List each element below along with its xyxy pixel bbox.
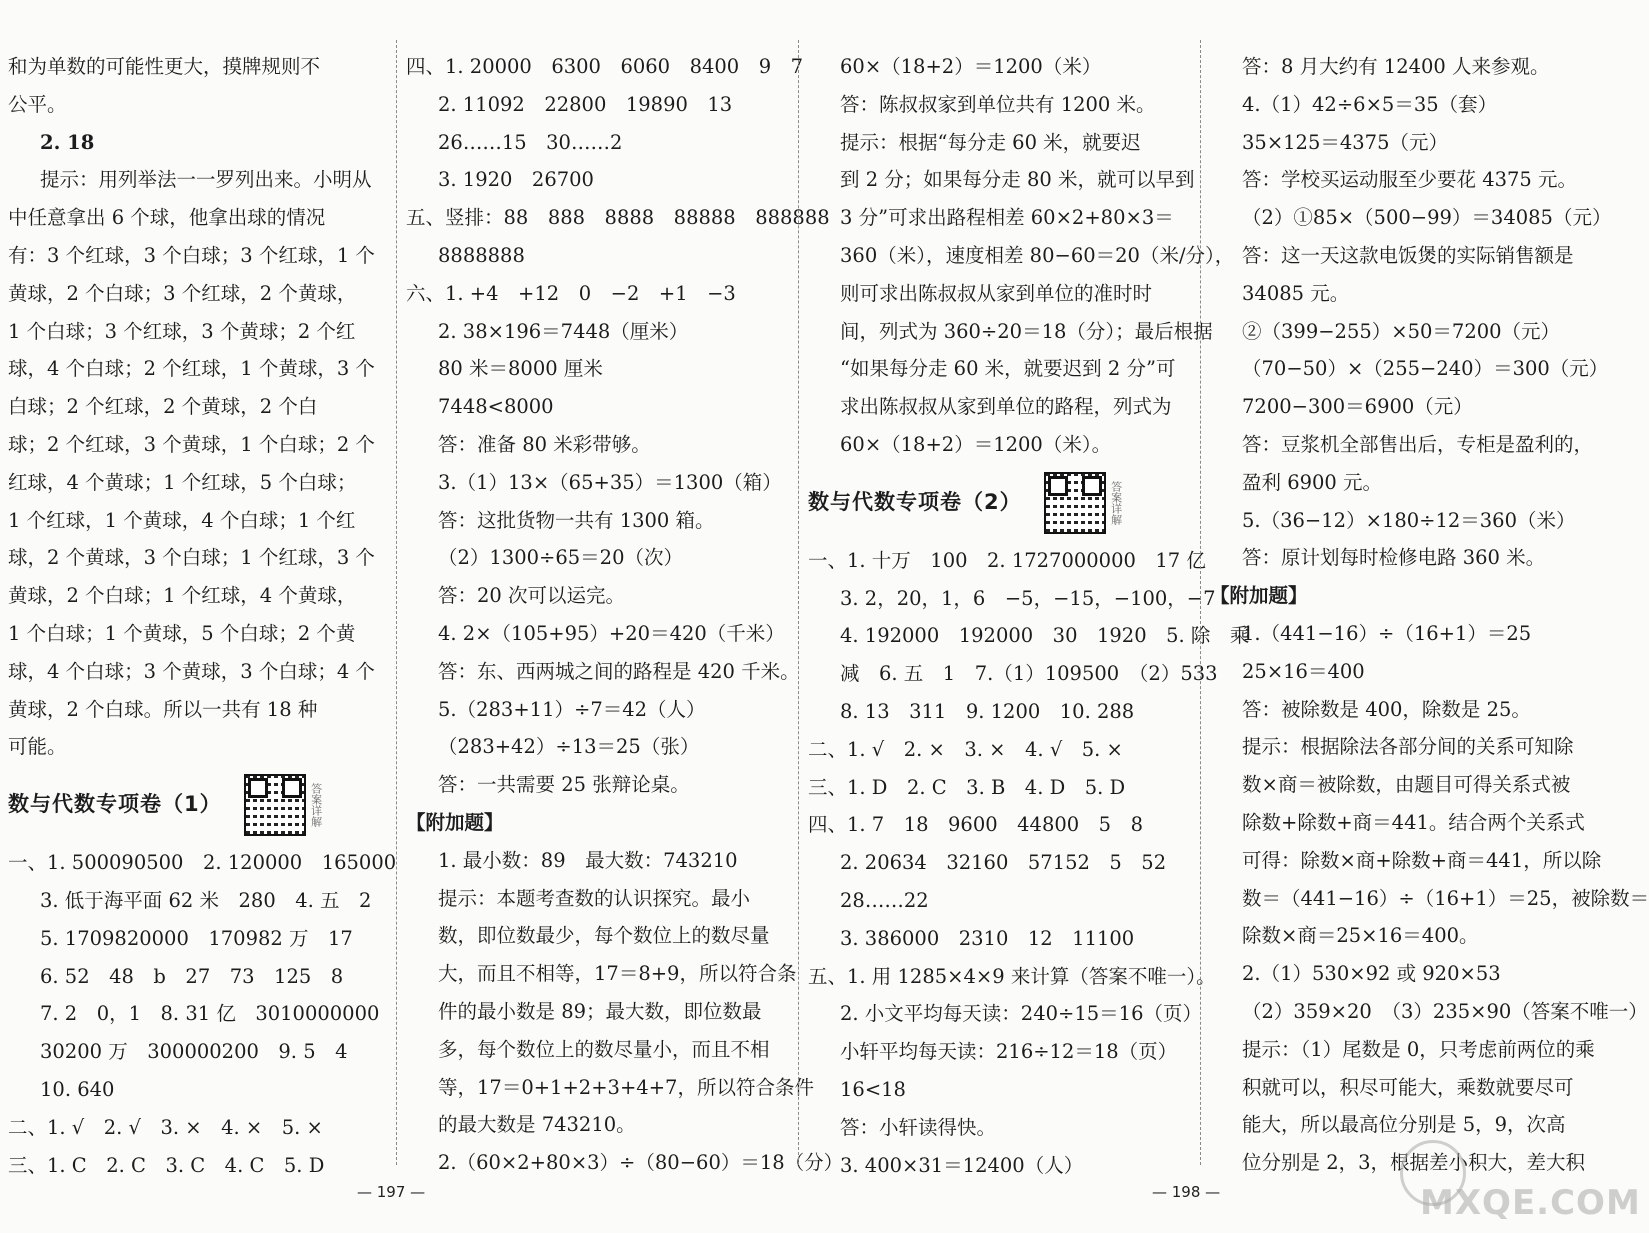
text-line: （70−50）×（255−240）＝300（元） [1242, 357, 1609, 381]
text-line: 3. 400×31＝12400（人） [840, 1153, 1084, 1177]
column-divider [1200, 40, 1201, 1165]
text-line: 35×125＝4375（元） [1242, 130, 1448, 154]
column-divider [396, 40, 397, 1165]
column-2 [406, 48, 844, 1175]
text-line: 【附加题】 [1210, 584, 1308, 608]
text-line: 答：陈叔叔家到单位共有 1200 米。 [840, 92, 1156, 116]
text-line: 8888888 [438, 243, 525, 267]
section-heading [808, 464, 1192, 542]
text-line: 答：8 月大约有 12400 人来参观。 [1242, 55, 1550, 78]
text-line: 6. 52 48 b 27 73 125 8 [40, 964, 344, 988]
column-3 [808, 48, 1250, 1177]
qr-label: 答案详解 [309, 783, 323, 828]
text-line: 1.（441−16）÷（16+1）＝25 [1242, 621, 1532, 645]
text-line: 四、1. 7 18 9600 44800 5 8 [808, 813, 1143, 837]
text-line: 5. 1709820000 170982 万 17 [40, 926, 353, 950]
text-line: 大，而且不相等，17＝8+9，所以符合条 [438, 962, 797, 986]
text-line: 六、1. +4 +12 0 −2 +1 −3 [406, 281, 736, 305]
text-line: 1. 最小数：89 最大数：743210 [438, 848, 738, 872]
text-line: 34085 元。 [1242, 281, 1350, 305]
text-line: 7. 2 0，1 8. 31 亿 3010000000 [40, 1002, 380, 1026]
text-line: 二、1. √ 2. × 3. × 4. √ 5. × [808, 737, 1123, 761]
page-number-right: — 198 — [1152, 1183, 1221, 1201]
text-line: 和为单数的可能性更大，摸牌规则不 [8, 55, 321, 78]
text-line: 答：学校买运动服至少要花 4375 元。 [1242, 168, 1578, 192]
text-line: 三、1. C 2. C 3. C 4. C 5. D [8, 1153, 325, 1177]
text-line: 答：20 次可以运完。 [438, 584, 626, 608]
text-line: 一、1. 十万 100 2. 1727000000 17 亿 [808, 548, 1206, 572]
text-line: 黄球，2 个白球；3 个红球，2 个黄球， [8, 281, 357, 305]
text-line: 答：准备 80 米彩带够。 [438, 432, 651, 456]
text-line: 1 个红球，1 个黄球，4 个白球；1 个红 [8, 508, 356, 532]
text-line: ②（399−255）×50＝7200（元） [1242, 319, 1561, 343]
text-line: 7448<8000 [438, 395, 554, 419]
text-line: 件的最小数是 89；最大数，即位数最 [438, 999, 762, 1023]
text-line: 60×（18+2）＝1200（米） [840, 55, 1102, 78]
text-line: 球，2 个黄球，3 个白球；1 个红球，3 个 [8, 546, 375, 570]
text-line: 360（米），速度相差 80−60＝20（米/分）， [840, 243, 1235, 267]
text-line: 可能。 [8, 735, 67, 759]
text-line: 5.（36−12）×180÷12＝360（米） [1242, 508, 1576, 532]
text-line: 中任意拿出 6 个球，他拿出球的情况 [8, 206, 326, 230]
text-line: 能大，所以最高位分别是 5，9，次高 [1242, 1113, 1566, 1137]
text-line: 答：一共需要 25 张辩论桌。 [438, 773, 690, 797]
text-line: 积就可以，积尽可能大，乘数就要尽可 [1242, 1075, 1574, 1099]
text-line: 26……15 30……2 [438, 130, 623, 154]
text-line: 的最大数是 743210。 [438, 1113, 636, 1137]
text-line: 60×（18+2）＝1200（米）。 [840, 432, 1112, 456]
text-line: 除数×商＝25×16＝400。 [1242, 924, 1479, 948]
text-line: 可得：除数×商+除数+商＝441，所以除 [1242, 848, 1602, 872]
text-line: 球；2 个红球，3 个黄球，1 个白球；2 个 [8, 432, 375, 456]
text-line: 3. 386000 2310 12 11100 [840, 926, 1135, 950]
text-line: 2. 11092 22800 19890 13 [438, 92, 733, 116]
text-line: 答：这一天这款电饭煲的实际销售额是 [1242, 243, 1574, 267]
text-line: 公平。 [8, 92, 67, 116]
text-line: 2. 20634 32160 57152 5 52 [840, 851, 1167, 875]
column-4 [1210, 48, 1649, 1175]
text-line: 80 米＝8000 厘米 [438, 357, 603, 381]
text-line: 除数+除数+商＝441。结合两个关系式 [1242, 810, 1585, 834]
text-line: 提示：（1）尾数是 0，只考虑前两位的乘 [1242, 1037, 1595, 1061]
text-line: 1 个白球；1 个黄球，5 个白球；2 个黄 [8, 621, 356, 645]
text-line: 位分别是 2，3，根据差小积大，差大积 [1242, 1151, 1586, 1175]
text-line: 提示：根据“每分走 60 米，就要迟 [840, 130, 1141, 154]
text-line: 10. 640 [40, 1077, 115, 1101]
text-line: 答：原计划每时检修电路 360 米。 [1242, 546, 1546, 570]
page-divider [798, 40, 799, 1165]
text-line: 红球，4 个黄球；1 个红球，5 个白球； [8, 470, 357, 494]
text-line: 答：小轩读得快。 [840, 1115, 997, 1139]
text-line: 4. 2×（105+95）+20＝420（千米） [438, 621, 785, 645]
text-line: （2）359×20 （3）235×90（答案不唯一） [1242, 999, 1648, 1023]
qr-code-icon [244, 774, 306, 836]
text-line: 黄球，2 个白球；1 个红球，4 个黄球， [8, 584, 357, 608]
text-line: 2. 小文平均每天读：240÷15＝16（页） [840, 1002, 1202, 1026]
text-line: 减 6. 五 1 7.（1）109500 （2）533 [840, 662, 1218, 686]
text-line: 盈利 6900 元。 [1242, 470, 1383, 494]
section-title: 数与代数专项卷（1） [8, 792, 222, 817]
text-line: 球，4 个白球；3 个黄球，3 个白球；4 个 [8, 659, 375, 683]
watermark-text: MXQE.COM [1420, 1183, 1641, 1223]
text-line: 4. 192000 192000 30 1920 5. 除 乘 [840, 624, 1250, 648]
page-number-left: — 197 — [357, 1183, 426, 1201]
text-line: 答：豆浆机全部售出后，专柜是盈利的， [1242, 432, 1594, 456]
text-line: 答：这批货物一共有 1300 箱。 [438, 508, 715, 532]
text-line: 3 分”可求出路程相差 60×2+80×3＝ [840, 206, 1174, 230]
text-line: 3.（1）13×（65+35）＝1300（箱） [438, 470, 782, 494]
text-line: 答：被除数是 400，除数是 25。 [1242, 697, 1531, 721]
text-line: 白球；2 个红球，2 个黄球，2 个白 [8, 395, 318, 419]
text-line: 一、1. 500090500 2. 120000 165000 [8, 851, 397, 875]
text-line: 五、竖排：88 888 8888 88888 888888 [406, 206, 830, 230]
text-line: 1 个白球；3 个红球，3 个黄球；2 个红 [8, 319, 356, 343]
column-1 [8, 48, 397, 1177]
text-line: 25×16＝400 [1242, 659, 1365, 683]
text-line: 4.（1）42÷6×5＝35（套） [1242, 92, 1498, 116]
text-line: 有：3 个红球，3 个白球；3 个红球，1 个 [8, 243, 375, 267]
text-line: 30200 万 300000200 9. 5 4 [40, 1040, 348, 1064]
text-line: 多，每个数位上的数尽量小，而且不相 [438, 1037, 770, 1061]
text-line: 数，即位数最少，每个数位上的数尽量 [438, 924, 770, 948]
text-line: 数×商＝被除数，由题目可得关系式被 [1242, 773, 1571, 797]
text-line: 间，列式为 360÷20＝18（分）；最后根据 [840, 319, 1213, 343]
text-line: 提示：根据除法各部分间的关系可知除 [1242, 735, 1574, 759]
text-line: 三、1. D 2. C 3. B 4. D 5. D [808, 775, 1126, 799]
section-title: 数与代数专项卷（2） [808, 489, 1022, 514]
text-line: 则可求出陈叔叔从家到单位的准时时 [840, 281, 1153, 305]
text-line: “如果每分走 60 米，就要迟到 2 分”可 [840, 357, 1176, 381]
text-line: 16<18 [840, 1077, 906, 1101]
text-line: 2. 18 [40, 130, 95, 154]
text-line: 5.（283+11）÷7＝42（人） [438, 697, 706, 721]
text-line: 28……22 [840, 888, 929, 912]
text-line: 2.（1）530×92 或 920×53 [1242, 962, 1501, 986]
text-line: 提示：用列举法一一罗列出来。小明从 [40, 168, 372, 192]
text-line: 3. 2，20，1，6 −5，−15，−100，−7 [840, 586, 1216, 610]
text-line: 2.（60×2+80×3）÷（80−60）＝18（分） [438, 1151, 844, 1175]
text-line: （2）1300÷65＝20（次） [438, 546, 683, 570]
qr-label: 答案详解 [1109, 480, 1123, 525]
text-line: 二、1. √ 2. √ 3. × 4. × 5. × [8, 1115, 323, 1139]
text-line: 3. 低于海平面 62 米 280 4. 五 2 [40, 888, 372, 912]
text-line: 7200−300＝6900（元） [1242, 395, 1473, 419]
text-line: （283+42）÷13＝25（张） [438, 735, 700, 759]
text-line: 答：东、西两城之间的路程是 420 千米。 [438, 659, 800, 683]
text-line: 数＝（441−16）÷（16+1）＝25，被除数＝ [1242, 886, 1649, 910]
text-line: 小轩平均每天读：216÷12＝18（页） [840, 1040, 1178, 1064]
text-line: 球，4 个白球；2 个红球，1 个黄球，3 个 [8, 357, 375, 381]
text-line: 3. 1920 26700 [438, 168, 594, 192]
text-line: 五、1. 用 1285×4×9 来计算（答案不唯一）。 [808, 964, 1216, 988]
text-line: 四、1. 20000 6300 6060 8400 9 7 [406, 55, 804, 78]
text-line: 求出陈叔叔从家到单位的路程，列式为 [840, 395, 1172, 419]
text-line: 2. 38×196＝7448（厘米） [438, 319, 689, 343]
text-line: 到 2 分；如果每分走 80 米，就可以早到 [840, 168, 1195, 192]
text-line: 8. 13 311 9. 1200 10. 288 [840, 699, 1135, 723]
text-line: 【附加题】 [406, 810, 504, 834]
qr-code-icon [1044, 472, 1106, 534]
section-heading [8, 766, 390, 844]
text-line: 提示：本题考查数的认识探究。最小 [438, 886, 751, 910]
text-line: （2）①85×（500−99）＝34085（元） [1242, 206, 1612, 230]
text-line: 等，17＝0+1+2+3+4+7，所以符合条件 [438, 1075, 814, 1099]
text-line: 黄球，2 个白球。所以一共有 18 种 [8, 697, 318, 721]
